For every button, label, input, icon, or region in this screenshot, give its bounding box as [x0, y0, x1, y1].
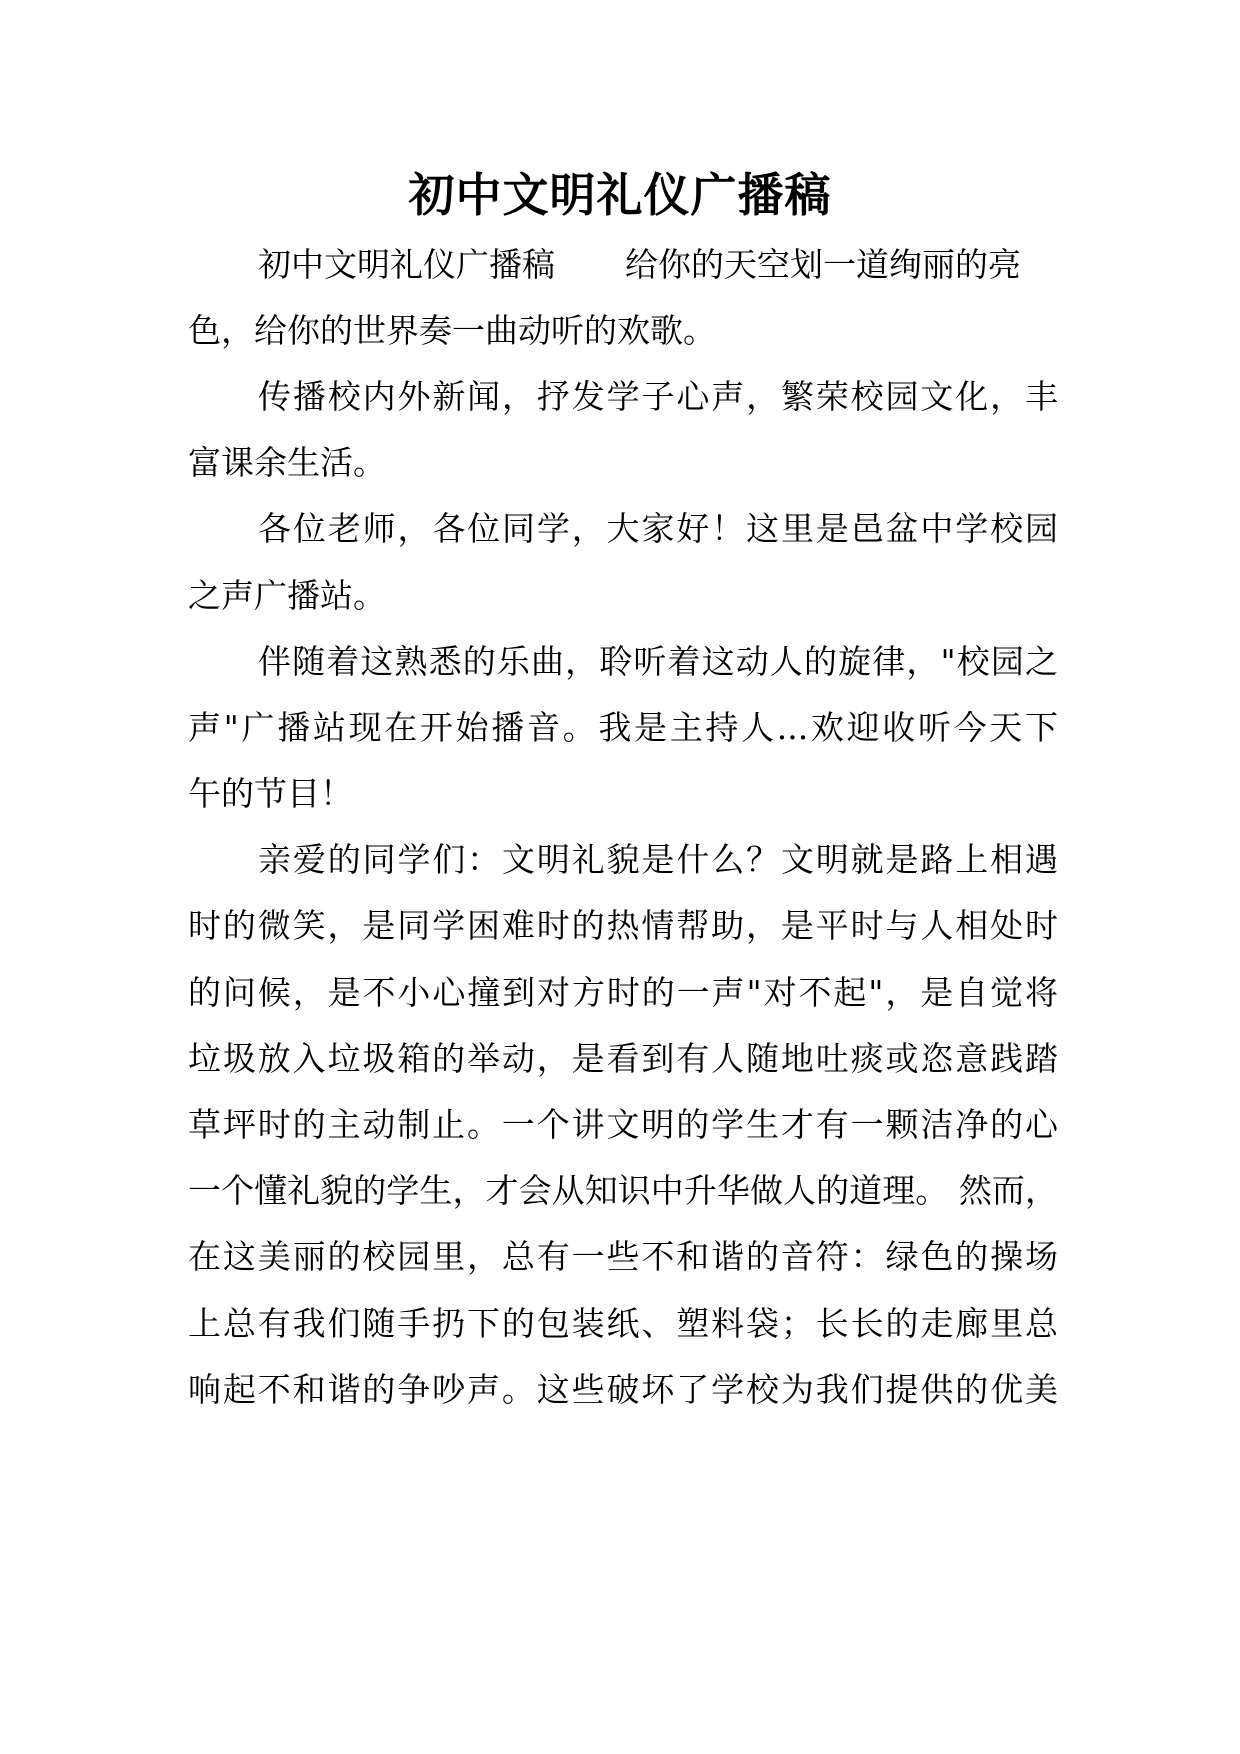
- paragraph-line: 富课余生活。: [188, 443, 386, 482]
- paragraph-line: 午的节目！: [188, 774, 353, 813]
- document-title: 初中文明礼仪广播稿: [408, 168, 832, 222]
- paragraph-line: 各位老师，各位同学，大家好！这里是邑盆中学校园: [258, 509, 1058, 548]
- paragraph-line: 传播校内外新闻，抒发学子心声，繁荣校园文化，丰: [258, 377, 1058, 416]
- paragraph-line: 时的微笑，是同学困难时的热情帮助，是平时与人相处时: [188, 906, 1058, 945]
- line-segment: 给你的天空划一道绚丽的亮: [625, 245, 1021, 284]
- paragraph-line: 声"广播站现在开始播音。我是主持人...欢迎收听今天下: [188, 708, 1058, 747]
- paragraph-line: 草坪时的主动制止。一个讲文明的学生才有一颗洁净的心: [188, 1105, 1058, 1144]
- paragraph-line: 垃圾放入垃圾箱的举动，是看到有人随地吐痰或恣意践踏: [188, 1039, 1058, 1078]
- paragraph-line: 的问候，是不小心撞到对方时的一声"对不起"，是自觉将: [188, 973, 1058, 1012]
- line-segment: 初中文明礼仪广播稿: [258, 245, 555, 284]
- paragraph-line: 亲爱的同学们：文明礼貌是什么？文明就是路上相遇: [258, 840, 1058, 879]
- paragraph-line: 色，给你的世界奏一曲动听的欢歌。: [188, 311, 716, 350]
- paragraph-line: 伴随着这熟悉的乐曲，聆听着这动人的旋律，"校园之: [258, 642, 1058, 681]
- paragraph-line: 上总有我们随手扔下的包装纸、塑料袋；长长的走廊里总: [188, 1304, 1058, 1343]
- paragraph-line: 一个懂礼貌的学生，才会从知识中升华做人的道理。 然而，: [188, 1171, 1058, 1210]
- paragraph-line: [258, 243, 1058, 287]
- paragraph-line: 之声广播站。: [188, 576, 386, 615]
- paragraph-line: 响起不和谐的争吵声。这些破坏了学校为我们提供的优美: [188, 1370, 1058, 1409]
- paragraph-line: 在这美丽的校园里，总有一些不和谐的音符：绿色的操场: [188, 1237, 1058, 1276]
